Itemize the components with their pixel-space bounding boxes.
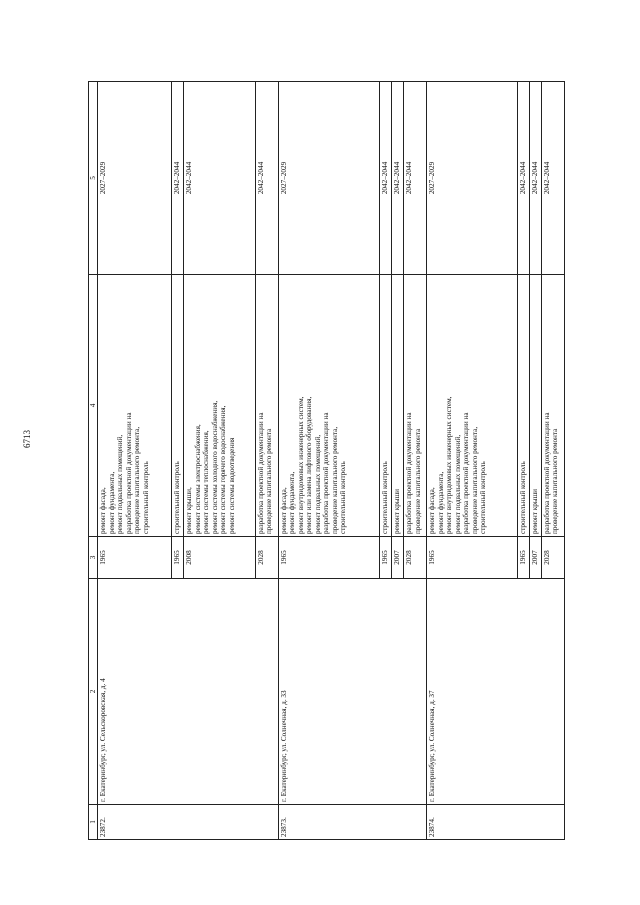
commission-year: 1965	[98, 537, 172, 579]
commission-year: 2007	[391, 537, 403, 579]
period: 2042–2044	[184, 82, 256, 275]
period: 2027–2029	[427, 82, 517, 275]
commission-year: 1965	[278, 537, 379, 579]
period: 2027–2029	[98, 82, 172, 275]
building-address: г. Екатеринбург, ул. Сельскоровская, д. 4	[98, 579, 278, 805]
works-list: разработка проектной документации на проведение капитального ремонта	[541, 275, 564, 537]
works-list: строительный контроль	[517, 275, 529, 537]
commission-year: 2028	[404, 537, 427, 579]
header-col-2: 2	[89, 579, 98, 805]
commission-year: 2028	[541, 537, 564, 579]
header-col-1: 1	[89, 805, 98, 840]
period: 2042–2044	[255, 82, 278, 275]
period: 2042–2044	[541, 82, 564, 275]
period: 2042–2044	[529, 82, 541, 275]
commission-year: 1965	[517, 537, 529, 579]
works-list: ремонт крыши, ремонт системы электроснабжения, ремонт системы теплоснабжения, ремонт системы холодного водоснабжения, ремонт системы горячего водоснабжения, ремонт системы водоотведения	[184, 275, 256, 537]
commission-year: 1965	[172, 537, 184, 579]
commission-year: 2007	[529, 537, 541, 579]
works-list: строительный контроль	[379, 275, 391, 537]
period: 2042–2044	[172, 82, 184, 275]
header-row	[89, 82, 98, 840]
works-list: разработка проектной документации на проведение капитального ремонта	[404, 275, 427, 537]
building-address: г. Екатеринбург, ул. Солнечная, д. 37	[427, 579, 565, 805]
works-list: разработка проектной документации на проведение капитального ремонта	[255, 275, 278, 537]
row-number: 23872.	[98, 805, 278, 840]
header-col-3: 3	[89, 537, 98, 579]
table-row	[278, 82, 379, 840]
rotated-table-wrapper	[88, 82, 565, 840]
period: 2042–2044	[517, 82, 529, 275]
period: 2027–2029	[278, 82, 379, 275]
header-col-4: 4	[89, 275, 98, 537]
page-number: 6713	[22, 430, 32, 448]
repair-schedule-table	[88, 81, 565, 840]
commission-year: 2028	[255, 537, 278, 579]
header-col-5: 5	[89, 82, 98, 275]
row-number: 23874.	[427, 805, 565, 840]
works-list: ремонт фасада, ремонт фундамента, ремонт внутридомовых инженерных систем, ремонт или замена лифтового оборудования, ремонт подвальных помещений, разработка проектной документации на проведение капитального ремонта, строительный контроль	[278, 275, 379, 537]
row-number: 23873.	[278, 805, 426, 840]
commission-year: 1965	[379, 537, 391, 579]
works-list: ремонт фасада, ремонт фундамента, ремонт внутридомовых инженерных систем, ремонт подвальных помещений, разработка проектной документации на проведение капитального ремонта, строительный контроль	[427, 275, 517, 537]
building-address: г. Екатеринбург, ул. Солнечная, д. 33	[278, 579, 426, 805]
table-row	[427, 82, 517, 840]
commission-year: 1965	[427, 537, 517, 579]
commission-year: 2008	[184, 537, 256, 579]
works-list: ремонт фасада, ремонт фундамента, ремонт подвальных помещений, разработка проектной документации на проведение капитального ремонта, строительный контроль	[98, 275, 172, 537]
period: 2042–2044	[391, 82, 403, 275]
period: 2042–2044	[404, 82, 427, 275]
period: 2042–2044	[379, 82, 391, 275]
table-row	[98, 82, 172, 840]
works-list: строительный контроль	[172, 275, 184, 537]
works-list: ремонт крыши	[391, 275, 403, 537]
works-list: ремонт крыши	[529, 275, 541, 537]
